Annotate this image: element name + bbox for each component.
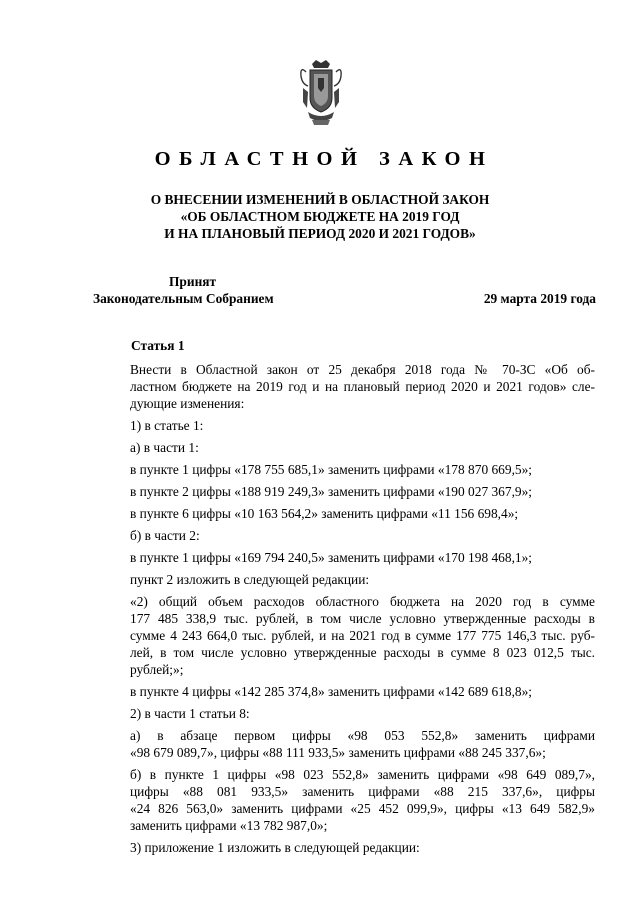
article-body xyxy=(91,361,595,861)
paragraph-line: заменить цифрами «13 782 987,0»; xyxy=(130,818,328,833)
paragraph-line: лей, в том числе условно утвержденные расходы в сумме 8 023 012,5 тыс. xyxy=(130,645,595,660)
paragraph-line: в пункте 6 цифры «10 163 564,2» заменить цифрами «11 156 698,4»; xyxy=(130,506,519,521)
paragraph-line: а) в абзаце первом цифры «98 053 552,8» заменить цифрами xyxy=(130,728,595,743)
body-paragraph xyxy=(91,527,595,544)
body-paragraph xyxy=(91,505,595,522)
paragraph-line: сумме 4 243 664,0 тыс. рублей, и на 2021 год в сумме 177 775 146,3 тыс. руб- xyxy=(130,628,595,643)
coat-of-arms-icon xyxy=(298,58,344,128)
paragraph-line: в пункте 1 цифры «169 794 240,5» заменить цифрами «170 198 468,1»; xyxy=(130,550,533,565)
paragraph-line: пункт 2 изложить в следующей редакции: xyxy=(130,572,370,587)
body-paragraph xyxy=(91,705,595,722)
accepted-label: Принят xyxy=(169,274,217,289)
paragraph-line: 177 485 338,9 тыс. рублей, в том числе условно утвержденные расходы в xyxy=(130,611,595,626)
body-paragraph xyxy=(91,839,595,856)
subtitle-line: О ВНЕСЕНИИ ИЗМЕНЕНИЙ В ОБЛАСТНОЙ ЗАКОН xyxy=(150,192,490,207)
body-paragraph xyxy=(91,417,595,434)
subtitle-line: И НА ПЛАНОВЫЙ ПЕРИОД 2020 И 2021 ГОДОВ» xyxy=(164,226,476,241)
adoption-block xyxy=(93,273,274,307)
paragraph-line: «24 826 563,0» заменить цифрами «25 452 099,9», цифры «13 649 582,9» xyxy=(130,801,595,816)
paragraph-line: 3) приложение 1 изложить в следующей редакции: xyxy=(130,840,420,855)
adopting-body: Законодательным Собранием xyxy=(93,291,274,306)
adoption-date: 29 марта 2019 года xyxy=(483,291,596,306)
paragraph-line: в пункте 1 цифры «178 755 685,1» заменить цифрами «178 870 669,5»; xyxy=(130,462,533,477)
paragraph-line: 1) в статье 1: xyxy=(130,418,204,433)
paragraph-line: 2) в части 1 статьи 8: xyxy=(130,706,250,721)
paragraph-line: б) в части 2: xyxy=(130,528,200,543)
paragraph-line: дующие изменения: xyxy=(130,396,245,411)
paragraph-line: рублей;»; xyxy=(130,662,184,677)
body-paragraph xyxy=(91,483,595,500)
document-subtitle xyxy=(0,191,640,242)
paragraph-line: ластном бюджете на 2019 год и на плановый период 2020 и 2021 годов» сле- xyxy=(130,379,595,394)
subtitle-line: «ОБ ОБЛАСТНОМ БЮДЖЕТЕ НА 2019 ГОД xyxy=(180,209,460,224)
paragraph-line: в пункте 4 цифры «142 285 374,8» заменить цифрами «142 689 618,8»; xyxy=(130,684,533,699)
article-title: Статья 1 xyxy=(131,338,185,353)
body-paragraph xyxy=(91,439,595,456)
body-paragraph xyxy=(91,683,595,700)
paragraph-line: цифры «88 081 933,5» заменить цифрами «88 215 337,6», цифры xyxy=(130,784,595,799)
paragraph-line: б) в пункте 1 цифры «98 023 552,8» заменить цифрами «98 649 089,7», xyxy=(130,767,595,782)
body-paragraph xyxy=(91,766,595,834)
body-paragraph xyxy=(91,361,595,412)
body-paragraph xyxy=(91,571,595,588)
paragraph-line: а) в части 1: xyxy=(130,440,199,455)
body-paragraph xyxy=(91,461,595,478)
body-paragraph xyxy=(91,593,595,678)
body-paragraph xyxy=(91,549,595,566)
paragraph-line: «2) общий объем расходов областного бюджета на 2020 год в сумме xyxy=(130,594,595,609)
document-title: ОБЛАСТНОЙ ЗАКОН xyxy=(154,148,494,170)
body-paragraph xyxy=(91,727,595,761)
paragraph-line: «98 679 089,7», цифры «88 111 933,5» заменить цифрами «88 245 337,6»; xyxy=(130,745,546,760)
paragraph-line: в пункте 2 цифры «188 919 249,3» заменить цифрами «190 027 367,9»; xyxy=(130,484,533,499)
paragraph-line: Внести в Областной закон от 25 декабря 2018 года № 70-ЗС «Об об- xyxy=(130,362,595,377)
